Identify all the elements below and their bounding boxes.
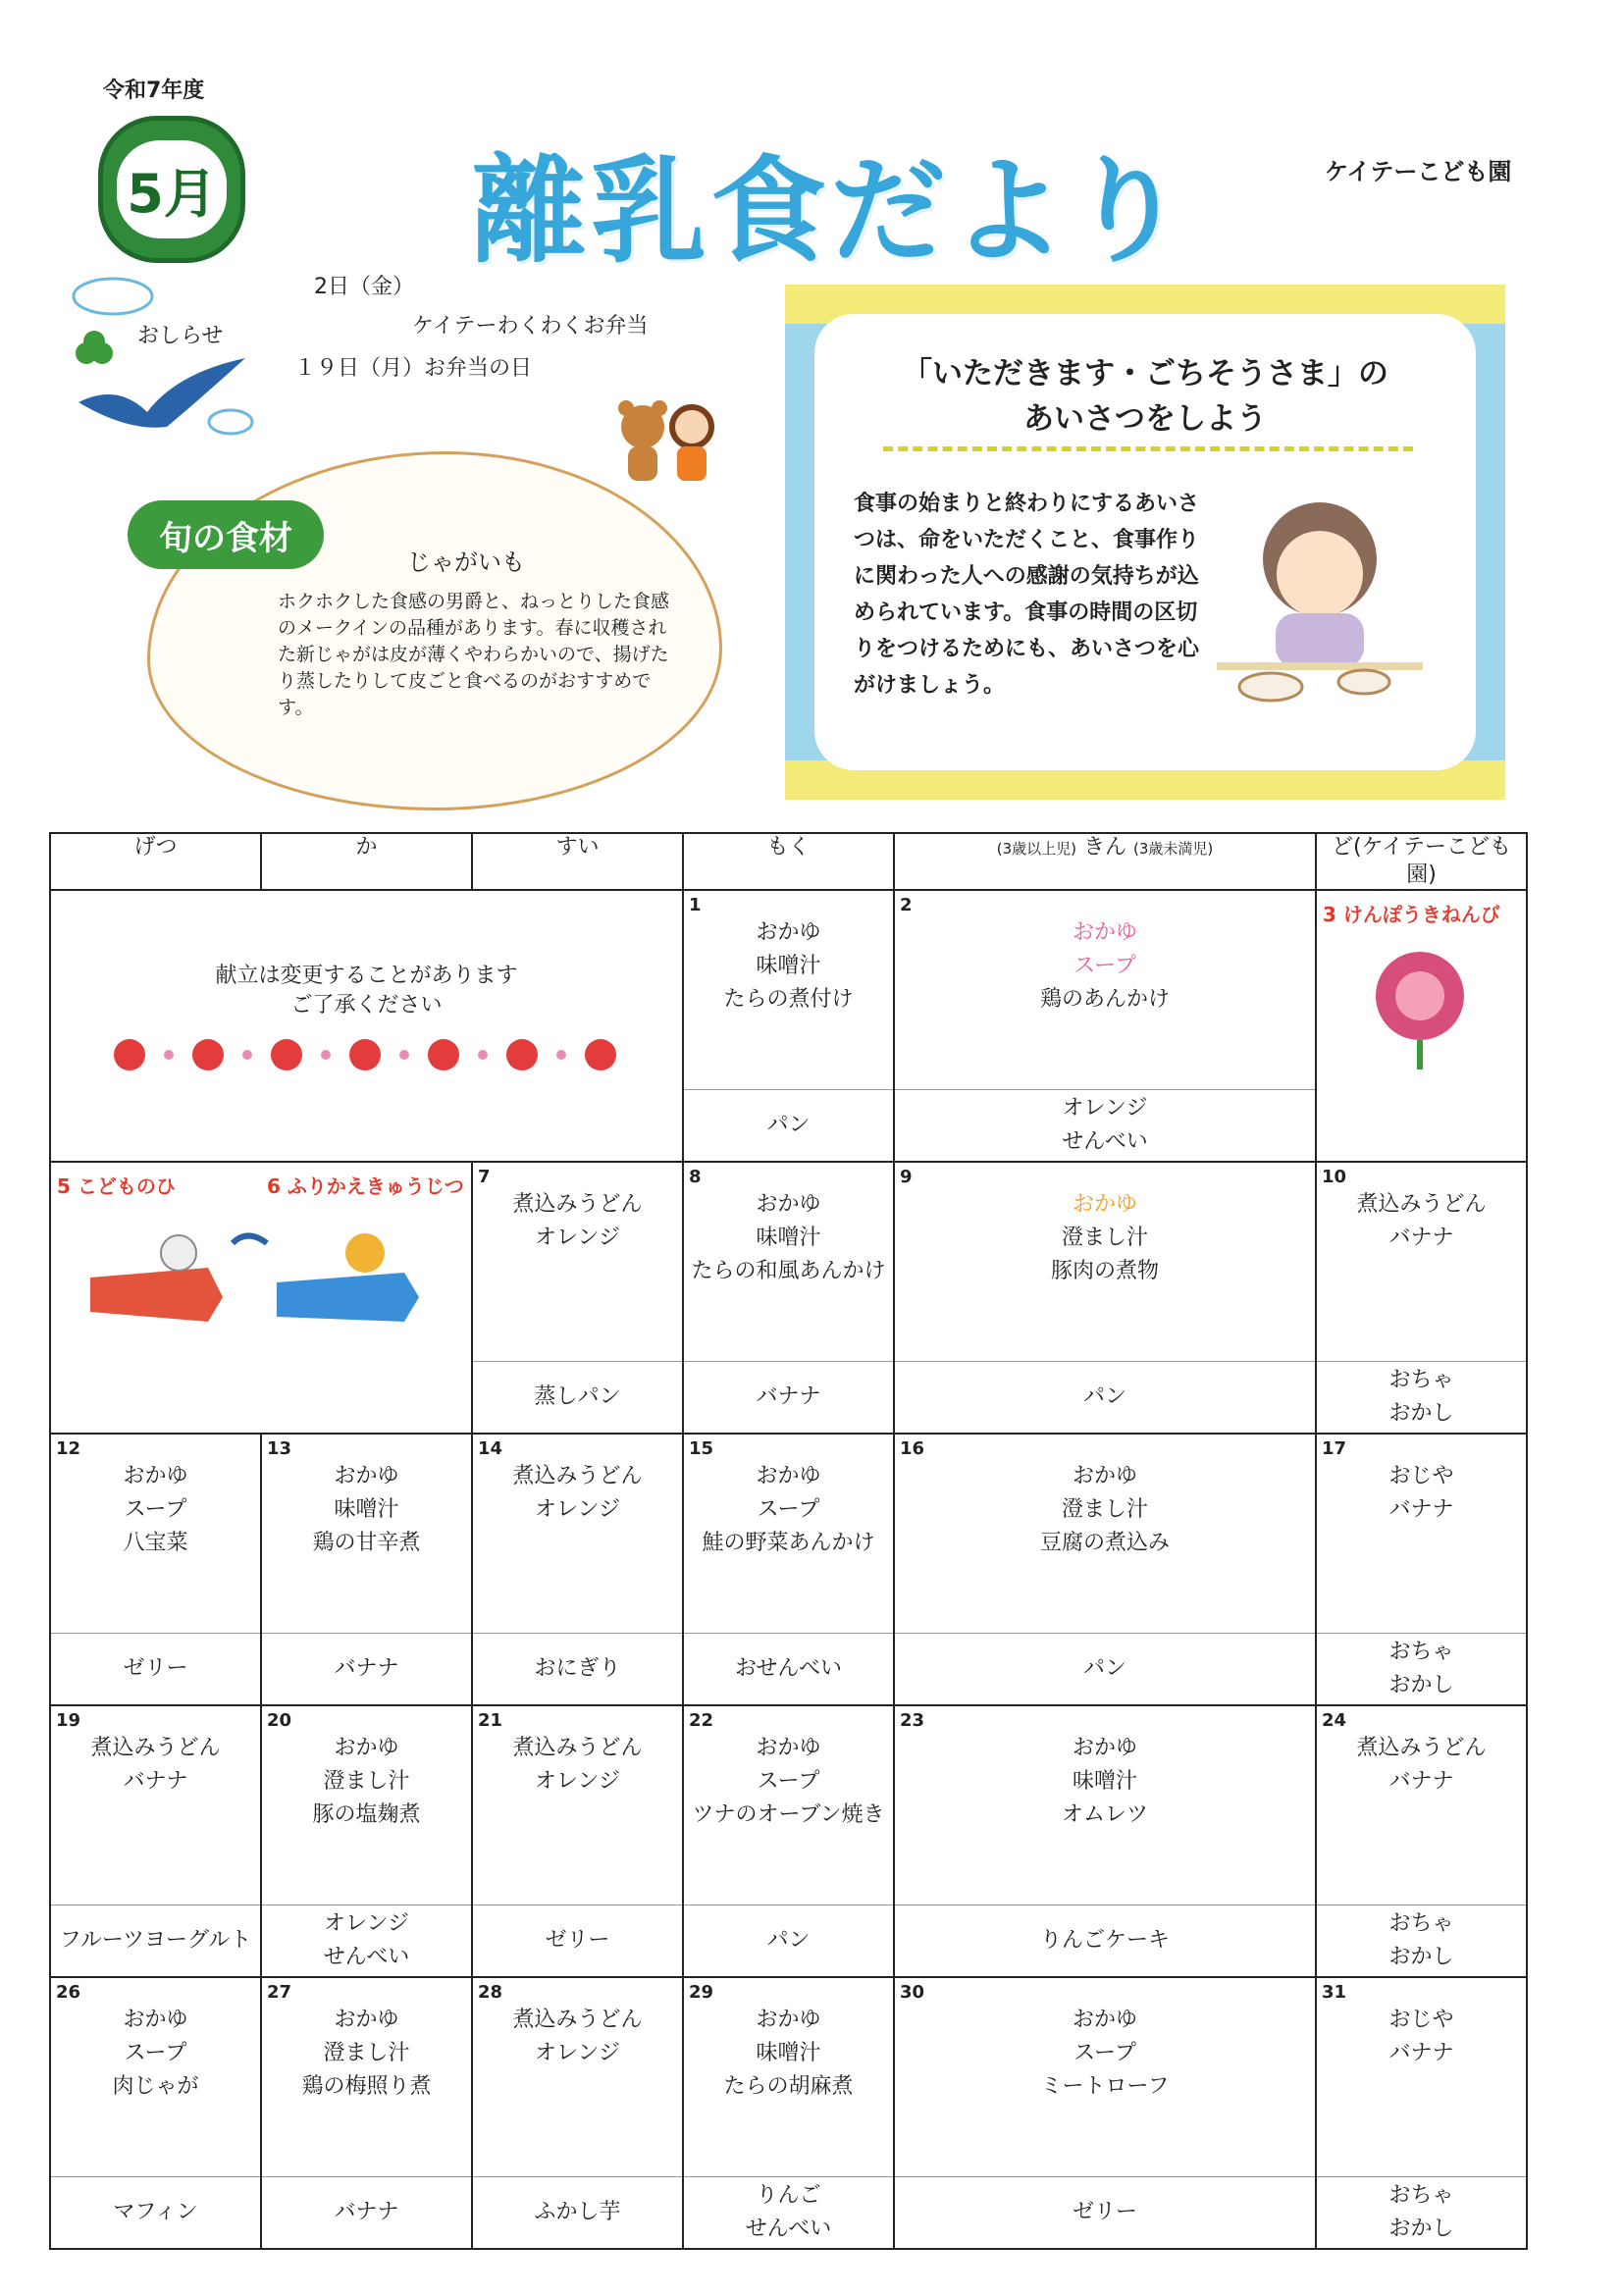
day-number: 20 bbox=[267, 1710, 292, 1731]
menu-item: バナナ bbox=[123, 1769, 188, 1794]
praying-child-illustration bbox=[1217, 486, 1423, 711]
month-label: 5月 bbox=[117, 140, 227, 238]
snack-item: バナナ bbox=[334, 2200, 399, 2224]
menu-item: スープ bbox=[1073, 954, 1136, 978]
snack-item: おかし bbox=[1388, 1945, 1454, 1969]
menu-item: 煮込みうどん bbox=[512, 1192, 643, 1217]
snack-item: せんべい bbox=[1062, 1129, 1148, 1154]
header-fri bbox=[894, 833, 1316, 890]
holiday-label: こどものひ bbox=[77, 1174, 176, 1198]
header-row bbox=[50, 833, 1527, 890]
menu-item: 味噌汁 bbox=[756, 954, 821, 978]
day-number: 3 bbox=[1323, 903, 1336, 926]
day-cell-17 bbox=[1316, 1434, 1527, 1705]
day-cell-16 bbox=[894, 1434, 1316, 1705]
menu-item: スープ bbox=[757, 1769, 820, 1794]
day-cell-27 bbox=[261, 1977, 472, 2249]
day-cell-12 bbox=[50, 1434, 261, 1705]
menu-item: スープ bbox=[124, 2041, 187, 2065]
menu-item: オレンジ bbox=[535, 1769, 620, 1794]
seasonal-badge: 旬の食材 bbox=[128, 500, 324, 569]
menu-item: 肉じゃが bbox=[112, 2074, 199, 2099]
menu-item: たらの胡麻煮 bbox=[723, 2074, 854, 2099]
menu-item: 豚の塩麹煮 bbox=[312, 1802, 421, 1827]
day-cell-24 bbox=[1316, 1705, 1527, 1977]
holiday-label: けんぽうきねんび bbox=[1342, 903, 1500, 926]
menu-item: 豆腐の煮込み bbox=[1039, 1531, 1170, 1555]
menu-item: 煮込みうどん bbox=[512, 1464, 643, 1488]
snack-item: パン bbox=[766, 1928, 811, 1953]
holiday-cell bbox=[50, 1162, 472, 1434]
menu-item: スープ bbox=[1073, 2041, 1136, 2065]
menu-item: たらの和風あんかけ bbox=[691, 1259, 886, 1283]
header-sat: ど(ケイテーこども園) bbox=[1316, 833, 1527, 890]
greeting-text: 食事の始まりと終わりにするあいさつは、命をいただくこと、食事作りに関わった人への感謝の気持ちが込められています。食事の時間の区切りをつけるためにも、あいさつを心がけましょう。 bbox=[854, 492, 1200, 698]
day-cell-2 bbox=[894, 890, 1316, 1162]
menu-notice-2: ご了承ください bbox=[290, 993, 443, 1018]
menu-item: 澄まし汁 bbox=[323, 2041, 410, 2065]
day-cell-21 bbox=[472, 1705, 683, 1977]
header-fri-label: きん bbox=[1082, 835, 1126, 860]
week-row bbox=[50, 1705, 1527, 1977]
snack-item: おちゃ bbox=[1388, 1640, 1454, 1664]
notice-cell bbox=[50, 890, 683, 1162]
snack-item: ゼリー bbox=[545, 1928, 610, 1953]
day-number: 23 bbox=[900, 1710, 925, 1731]
snack-item: おかし bbox=[1388, 1673, 1454, 1697]
menu-item: おかゆ bbox=[1072, 1192, 1137, 1217]
menu-item: 鶏のあんかけ bbox=[1039, 987, 1170, 1012]
greeting-title-line1: 「いただきます・ごちそうさま」の bbox=[902, 356, 1388, 391]
day-number: 28 bbox=[478, 1982, 503, 2003]
menu-item: おかゆ bbox=[1072, 1736, 1137, 1760]
menu-item: 煮込みうどん bbox=[512, 1736, 643, 1760]
day-cell-9 bbox=[894, 1162, 1316, 1434]
day-number: 10 bbox=[1322, 1167, 1347, 1187]
day-number: 12 bbox=[56, 1438, 81, 1459]
menu-item: たらの煮付け bbox=[723, 987, 854, 1012]
menu-item: オレンジ bbox=[535, 1226, 620, 1250]
day-number: 15 bbox=[689, 1438, 714, 1459]
day-cell-8 bbox=[683, 1162, 894, 1434]
snack-item: パン bbox=[1082, 1656, 1126, 1681]
flower-icon bbox=[1317, 927, 1526, 1074]
day-cell-20 bbox=[261, 1705, 472, 1977]
menu-item: 味噌汁 bbox=[756, 2041, 821, 2065]
day-number: 5 bbox=[57, 1174, 71, 1198]
week-row bbox=[50, 1162, 1527, 1434]
menu-item: おかゆ bbox=[756, 1192, 821, 1217]
menu-item: 鮭の野菜あんかけ bbox=[702, 1531, 875, 1555]
page-title: 離乳食だより bbox=[471, 143, 1190, 279]
menu-item: おかゆ bbox=[334, 2008, 399, 2032]
notice-date-2: １９日（月）お弁当の日 bbox=[294, 356, 533, 381]
snack-item: おちゃ bbox=[1388, 1911, 1454, 1936]
header-fri-post: (3歳未満児) bbox=[1133, 840, 1214, 858]
menu-item: 味噌汁 bbox=[1072, 1769, 1137, 1794]
day-cell-19 bbox=[50, 1705, 261, 1977]
day-number: 27 bbox=[267, 1982, 292, 2003]
menu-item: ツナのオーブン焼き bbox=[692, 1802, 885, 1827]
school-year: 令和7年度 bbox=[103, 78, 205, 103]
bear-and-child-illustration bbox=[608, 392, 726, 491]
menu-item: 煮込みうどん bbox=[90, 1736, 221, 1760]
seasonal-title: じゃがいも bbox=[407, 548, 525, 576]
day-number: 9 bbox=[900, 1167, 913, 1187]
day-cell-15 bbox=[683, 1434, 894, 1705]
carp-streamer-icon bbox=[51, 1199, 473, 1346]
snack-item: 蒸しパン bbox=[534, 1384, 621, 1409]
menu-item: おかゆ bbox=[334, 1464, 399, 1488]
snack-item: りんごケーキ bbox=[1039, 1928, 1170, 1953]
header-mon: げつ bbox=[50, 833, 261, 890]
day-number: 26 bbox=[56, 1982, 81, 2003]
snack-item: ゼリー bbox=[123, 1656, 188, 1681]
snack-item: おにぎり bbox=[534, 1656, 621, 1681]
menu-item: ミートローフ bbox=[1040, 2074, 1170, 2099]
menu-notice-1: 献立は変更することがあります bbox=[215, 964, 518, 988]
menu-item: バナナ bbox=[1388, 2041, 1454, 2065]
menu-item: 澄まし汁 bbox=[1061, 1497, 1148, 1522]
notice-event-1: ケイテーわくわくお弁当 bbox=[412, 314, 649, 339]
snack-item: フルーツヨーグルト bbox=[59, 1928, 252, 1953]
greeting-divider bbox=[883, 446, 1413, 451]
snack-item: パン bbox=[1082, 1384, 1126, 1409]
menu-item: スープ bbox=[124, 1497, 187, 1522]
day-number: 14 bbox=[478, 1438, 503, 1459]
notice-date-1: 2日（金） bbox=[314, 275, 414, 299]
notice-label: おしらせ bbox=[137, 324, 224, 348]
menu-item: おかゆ bbox=[756, 920, 821, 945]
menu-item: おかゆ bbox=[334, 1736, 399, 1760]
header-tue: か bbox=[261, 833, 472, 890]
header-thu: もく bbox=[683, 833, 894, 890]
day-number: 2 bbox=[900, 895, 913, 915]
menu-item: オレンジ bbox=[535, 2041, 620, 2065]
day-number: 31 bbox=[1322, 1982, 1347, 2003]
day-number: 29 bbox=[689, 1982, 714, 2003]
snack-item: バナナ bbox=[334, 1656, 399, 1681]
greeting-title bbox=[814, 351, 1476, 442]
menu-item: おじや bbox=[1388, 2008, 1454, 2032]
day-number: 17 bbox=[1322, 1438, 1347, 1459]
day-cell-13 bbox=[261, 1434, 472, 1705]
snack-item: ふかし芋 bbox=[534, 2200, 621, 2224]
day-cell-14 bbox=[472, 1434, 683, 1705]
menu-item: バナナ bbox=[1388, 1497, 1454, 1522]
day-number: 22 bbox=[689, 1710, 714, 1731]
day-cell-29 bbox=[683, 1977, 894, 2249]
snack-item: おかし bbox=[1388, 1401, 1454, 1426]
menu-item: 煮込みうどん bbox=[1356, 1736, 1487, 1760]
menu-item: 鶏の梅照り煮 bbox=[301, 2074, 432, 2099]
menu-item: オムレツ bbox=[1061, 1802, 1148, 1827]
day-cell-28 bbox=[472, 1977, 683, 2249]
day-number: 6 bbox=[267, 1174, 281, 1198]
snack-item: マフィン bbox=[113, 2200, 198, 2224]
menu-item: おじや bbox=[1388, 1464, 1454, 1488]
menu-item: 澄まし汁 bbox=[1061, 1226, 1148, 1250]
menu-item: 豚肉の煮物 bbox=[1050, 1259, 1159, 1283]
day-number: 19 bbox=[56, 1710, 81, 1731]
menu-item: スープ bbox=[757, 1497, 820, 1522]
day-cell-31 bbox=[1316, 1977, 1527, 2249]
menu-item: オレンジ bbox=[535, 1497, 620, 1522]
strawberry-garland-icon bbox=[51, 1020, 684, 1089]
snack-item: おちゃ bbox=[1388, 2183, 1454, 2208]
day-cell-30 bbox=[894, 1977, 1316, 2249]
seasonal-text: ホクホクした食感の男爵と、ねっとりした食感のメークインの品種があります。春に収穫された新じゃがは皮が薄くやわらかいので、揚げたり蒸したりして皮ごと食べるのがおすすめです。 bbox=[278, 591, 670, 718]
menu-item: 味噌汁 bbox=[756, 1226, 821, 1250]
header-fri-pre: (3歳以上児) bbox=[996, 840, 1076, 858]
menu-item: おかゆ bbox=[1072, 920, 1137, 945]
day-cell-1 bbox=[683, 890, 894, 1162]
snack-item: せんべい bbox=[745, 2217, 832, 2241]
menu-item: おかゆ bbox=[756, 2008, 821, 2032]
menu-item: バナナ bbox=[1388, 1769, 1454, 1794]
menu-item: 煮込みうどん bbox=[512, 2008, 643, 2032]
day-number: 21 bbox=[478, 1710, 503, 1731]
menu-item: おかゆ bbox=[756, 1736, 821, 1760]
snack-item: おちゃ bbox=[1388, 1368, 1454, 1392]
school-name: ケイテーこども園 bbox=[1325, 158, 1512, 185]
snack-item: おせんべい bbox=[735, 1656, 842, 1681]
snack-item: おかし bbox=[1388, 2217, 1454, 2241]
holiday-label: ふりかえきゅうじつ bbox=[287, 1174, 464, 1198]
snack-item: ゼリー bbox=[1072, 2200, 1137, 2224]
greeting-title-line2: あいさつをしよう bbox=[1023, 401, 1267, 437]
menu-calendar bbox=[49, 832, 1528, 2250]
menu-item: おかゆ bbox=[123, 1464, 188, 1488]
day-number: 1 bbox=[689, 895, 702, 915]
menu-item: 鶏の甘辛煮 bbox=[312, 1531, 421, 1555]
day-number: 24 bbox=[1322, 1710, 1347, 1731]
menu-item: 澄まし汁 bbox=[323, 1769, 410, 1794]
menu-item: おかゆ bbox=[1072, 2008, 1137, 2032]
swallow-icon bbox=[59, 265, 255, 451]
snack-item: せんべい bbox=[323, 1945, 410, 1969]
snack-item: りんご bbox=[756, 2183, 821, 2208]
day-cell-10 bbox=[1316, 1162, 1527, 1434]
menu-item: おかゆ bbox=[756, 1464, 821, 1488]
snack-item: オレンジ bbox=[324, 1911, 409, 1936]
day-number: 7 bbox=[478, 1167, 491, 1187]
day-cell-3 bbox=[1316, 890, 1527, 1162]
week-row bbox=[50, 1434, 1527, 1705]
menu-item: おかゆ bbox=[123, 2008, 188, 2032]
snack-item: パン bbox=[766, 1113, 811, 1137]
day-number: 30 bbox=[900, 1982, 925, 2003]
day-number: 8 bbox=[689, 1167, 702, 1187]
month-badge bbox=[98, 116, 245, 263]
menu-item: バナナ bbox=[1388, 1226, 1454, 1250]
day-cell-7 bbox=[472, 1162, 683, 1434]
snack-item: オレンジ bbox=[1062, 1096, 1148, 1121]
day-cell-23 bbox=[894, 1705, 1316, 1977]
day-cell-26 bbox=[50, 1977, 261, 2249]
menu-item: おかゆ bbox=[1072, 1464, 1137, 1488]
snack-item: バナナ bbox=[756, 1384, 821, 1409]
header-wed: すい bbox=[472, 833, 683, 890]
day-cell-22 bbox=[683, 1705, 894, 1977]
menu-item: 八宝菜 bbox=[123, 1531, 188, 1555]
week-row bbox=[50, 890, 1527, 1162]
day-number: 16 bbox=[900, 1438, 925, 1459]
menu-item: 味噌汁 bbox=[334, 1497, 399, 1522]
day-number: 13 bbox=[267, 1438, 292, 1459]
menu-item: 煮込みうどん bbox=[1356, 1192, 1487, 1217]
week-row bbox=[50, 1977, 1527, 2249]
